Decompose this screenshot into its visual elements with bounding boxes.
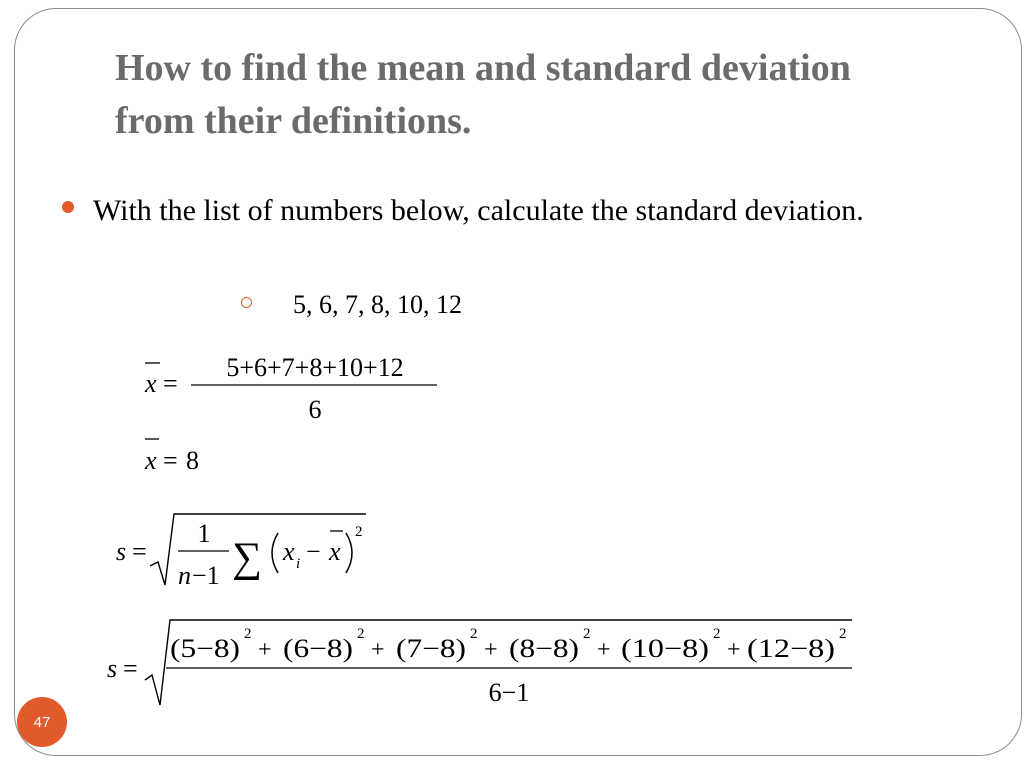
sd2-terms	[170, 626, 847, 663]
page-number-badge: 47	[17, 697, 67, 747]
mean-lhs: x	[145, 369, 157, 398]
slide-title: How to find the mean and standard deviation from their definitions.	[115, 47, 851, 142]
sd2-term-power: 2	[839, 626, 847, 642]
mean-equals: =	[163, 369, 178, 398]
sd2-term: (6−8)	[283, 634, 353, 663]
sd2-plus: +	[727, 637, 741, 663]
sd-substituted	[107, 620, 852, 707]
sd-lhs: s	[116, 537, 127, 566]
sd2-term: (7−8)	[396, 634, 466, 663]
sd2-term-power: 2	[470, 626, 478, 642]
sd-frac-num: 1	[197, 519, 211, 548]
sd2-equals: =	[123, 654, 138, 683]
sd2-plus: +	[597, 637, 611, 663]
number-list: 5, 6, 7, 8, 10, 12	[293, 290, 462, 319]
sd2-term-power: 2	[713, 626, 721, 642]
sd-power: 2	[355, 524, 363, 540]
sd-mean-var: x	[329, 537, 341, 566]
sd2-term-power: 2	[357, 626, 365, 642]
mean-denominator: 6	[308, 395, 322, 424]
sd-right-paren	[346, 533, 352, 573]
sd2-term-power: 2	[583, 626, 591, 642]
sigma-icon: ∑	[232, 535, 262, 581]
sd2-term: (8−8)	[509, 634, 579, 663]
sd2-plus: +	[371, 637, 385, 663]
sd2-term-power: 2	[244, 626, 252, 642]
sd-frac-den-rest: −1	[192, 561, 220, 590]
sd-frac-den-var: n	[178, 561, 191, 590]
mean-formula	[144, 353, 437, 424]
mean-value	[144, 439, 199, 475]
mean-value-lhs: x	[145, 446, 157, 475]
sd2-term: (12−8)	[747, 634, 835, 663]
mean-numerator: 5+6+7+8+10+12	[226, 353, 404, 382]
sd-formula	[116, 514, 366, 590]
sd2-term: (10−8)	[621, 634, 709, 663]
sd-term-sub: i	[296, 556, 301, 572]
mean-value-equals: =	[163, 446, 178, 475]
mean-value-number: 8	[186, 446, 199, 475]
sd-minus: −	[306, 537, 321, 566]
sd-equals: =	[132, 537, 147, 566]
sd-left-paren	[272, 533, 278, 573]
sd2-plus: +	[484, 637, 498, 663]
sd-term-var: x	[283, 537, 295, 566]
sd2-denominator: 6−1	[488, 678, 530, 707]
bullet-text: With the list of numbers below, calculate the standard deviation.	[93, 194, 864, 227]
sd2-lhs: s	[107, 654, 118, 683]
sd2-term: (5−8)	[170, 634, 240, 663]
sd2-plus: +	[258, 637, 272, 663]
